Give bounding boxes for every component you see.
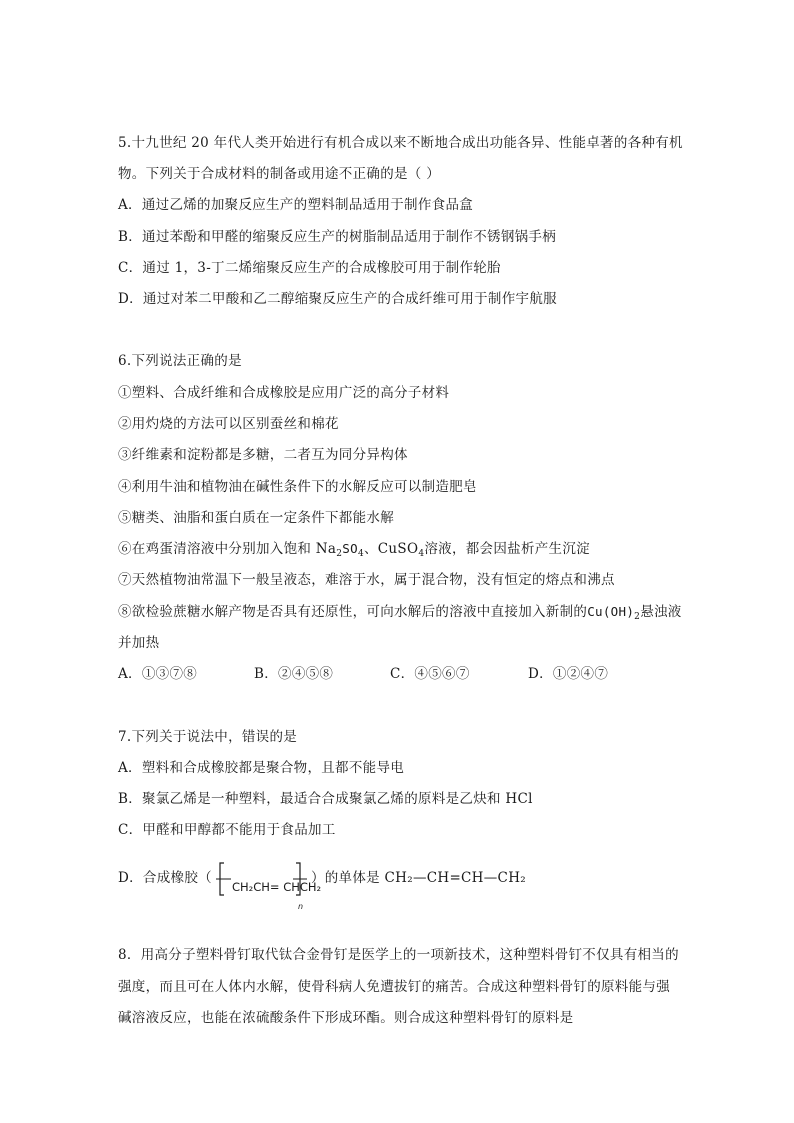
q6-option-c: C．④⑤⑥⑦ — [390, 666, 470, 682]
q7-option-d-pre: D．合成橡胶（ — [118, 870, 212, 886]
q6-s8-post: 悬浊液 — [640, 604, 682, 620]
q8-line2: 强度，而且可在人体内水解，使骨科病人免遭拔钉的痛苦。合成这种塑料骨钉的原料能与强 — [118, 979, 670, 995]
q6-statement-5: ⑤糖类、油脂和蛋白质在一定条件下都能水解 — [118, 510, 394, 526]
q6-s8-pre: ⑧欲检验蔗糖水解产物是否具有还原性，可向水解后的溶液中直接加入新制的 — [118, 604, 588, 620]
q8-line1: 8．用高分子塑料骨钉取代钛合金骨钉是医学上的一项新技术，这种塑料骨钉不仅具有相当的 — [118, 947, 679, 963]
q6-statement-2: ②用灼烧的方法可以区别蚕丝和棉花 — [118, 416, 339, 432]
q7-option-a: A．塑料和合成橡胶都是聚合物，且都不能导电 — [118, 760, 405, 776]
q6-statement-7: ⑦天然植物油常温下一般呈液态，难溶于水，属于混合物，没有恒定的熔点和沸点 — [118, 572, 615, 588]
q7-option-d-post: ）的单体是 CH₂—CH=CH—CH₂ — [310, 870, 526, 886]
q5-stem-line2: 物。下列关于合成材料的制备或用途不正确的是（ ） — [118, 166, 440, 182]
polymer-degree-n: n — [297, 901, 304, 911]
q5-option-d: D．通过对苯二甲酸和乙二醇缩聚反应生产的合成纤维可用于制作宇航服 — [118, 291, 557, 307]
q6-stem: 6.下列说法正确的是 — [118, 353, 242, 369]
q6-s6-na-subscript: 2 — [336, 549, 343, 559]
q8-line3: 碱溶液反应，也能在浓硫酸条件下形成环酯。则合成这种塑料骨钉的原料是 — [118, 1010, 574, 1026]
q6-s6-so: SO — [342, 541, 358, 556]
q6-s6-mid: 、CuSO — [363, 541, 419, 557]
q6-option-a: A．①③⑦⑧ — [118, 666, 198, 682]
q6-statement-3: ③纤维素和淀粉都是多糖，二者互为同分异构体 — [118, 447, 408, 463]
q6-statement-1: ①塑料、合成纤维和合成橡胶是应用广泛的高分子材料 — [118, 385, 450, 401]
polymer-chain-text: CH₂CH= CHCH₂ — [231, 879, 322, 894]
q6-option-d: D．①②④⑦ — [528, 666, 609, 682]
q7-option-d — [118, 858, 526, 911]
q5-option-b: B．通过苯酚和甲醛的缩聚反应生产的树脂制品适用于制作不锈钢锅手柄 — [118, 229, 557, 245]
q6-statement-8 — [118, 602, 682, 627]
q6-statement-6 — [118, 539, 590, 564]
q6-statement-4: ④利用牛油和植物油在碱性条件下的水解反应可以制造肥皂 — [118, 479, 477, 495]
q6-s6-so-subscript: 4 — [357, 549, 364, 559]
q6-s6-cu-subscript: 4 — [418, 549, 425, 559]
q6-s6-post: 溶液，都会因盐析产生沉淀 — [424, 541, 590, 557]
q6-s6-pre: ⑥在鸡蛋清溶液中分别加入饱和 Na — [118, 541, 337, 557]
q7-stem: 7.下列关于说法中，错误的是 — [118, 729, 298, 745]
polymer-structure-formula — [214, 859, 322, 911]
q7-option-b: B．聚氯乙烯是一种塑料，最适合合成聚氯乙烯的原料是乙炔和 HCl — [118, 791, 533, 807]
q6-s8-subscript: 2 — [634, 612, 641, 622]
q6-s8-formula: Cu(OH) — [587, 604, 635, 619]
q5-stem-line1: 5.十九世纪 20 年代人类开始进行有机合成以来不断地合成出功能各异、性能卓著的各种有机 — [118, 135, 683, 151]
q7-option-c: C．甲醛和甲醇都不能用于食品加工 — [118, 822, 336, 838]
q6-options-row — [118, 664, 678, 684]
q5-option-a: A．通过乙烯的加聚反应生产的塑料制品适用于制作食品盒 — [118, 197, 474, 213]
q5-option-c: C．通过 1，3-丁二烯缩聚反应生产的合成橡胶可用于制作轮胎 — [118, 260, 501, 276]
q6-option-b: B．②④⑤⑧ — [254, 666, 334, 682]
q6-statement-8-line2: 并加热 — [118, 635, 160, 651]
